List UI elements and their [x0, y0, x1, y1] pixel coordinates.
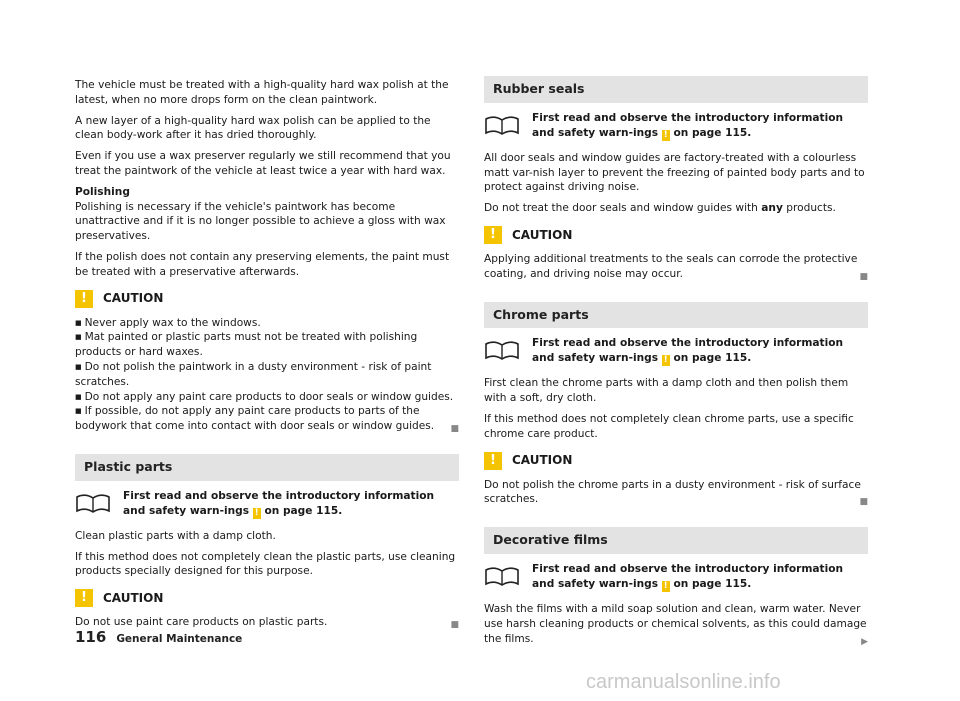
text-span: Do not treat the door seals and window guides with	[484, 202, 758, 215]
right-column	[484, 76, 868, 652]
text-span: products.	[786, 202, 836, 215]
end-mark-icon: ■	[859, 271, 868, 282]
left-column	[75, 78, 459, 636]
paragraph: All door seals and window guides are factory-treated with a colourless matt var-nish layer to prevent the freezing of painted body parts and to protect against driving noise.	[484, 151, 865, 194]
caution-label: CAUTION	[103, 590, 164, 605]
page-number: 116	[75, 628, 107, 646]
reference-note	[484, 336, 868, 366]
paragraph	[484, 201, 868, 216]
paragraph: If this method does not completely clean the plastic parts, use cleaning products specially designed for this purpose.	[75, 550, 456, 578]
caution-header	[484, 452, 868, 470]
caution-header	[75, 290, 459, 308]
paragraph-body: Wash the films with a mild soap solution and clean, warm water. Never use harsh cleaning products or chemical solvents, as this could damage the films.	[484, 602, 867, 645]
reference-text: First read and observe the introductory information and safety warn-ings	[123, 489, 435, 517]
list-item-text: If possible, do not apply any paint care products to parts of the bodywork that come into contact with door seals or window guides.	[75, 405, 435, 433]
warning-icon: !	[75, 290, 93, 308]
list-item: ■ Do not apply any paint care products to door seals or window guides.	[75, 390, 459, 405]
book-icon	[484, 338, 520, 362]
paragraph: The vehicle must be treated with a high-quality hard wax polish at the latest, when no more drops form on the clean paintwork.	[75, 79, 449, 106]
end-mark-icon: ■	[450, 620, 459, 631]
paragraph	[484, 602, 868, 646]
reference-page: on page 115.	[673, 352, 752, 365]
reference-page: on page 115.	[673, 126, 752, 139]
paragraph: Clean plastic parts with a damp cloth.	[75, 529, 276, 542]
paragraph: Even if you use a wax preserver regularly we still recommend that you treat the paintwork of the vehicle at least twice a year with hard wax.	[75, 150, 451, 177]
section-title-rubber: Rubber seals	[484, 76, 868, 103]
section-title-chrome: Chrome parts	[484, 302, 868, 329]
paragraph: If this method does not completely clean chrome parts, use a specific chrome care product.	[484, 412, 854, 440]
book-icon	[484, 113, 520, 137]
caution-body: Do not polish the chrome parts in a dusty environment - risk of surface scratches.	[484, 478, 861, 506]
paragraph: If the polish does not contain any preserving elements, the paint must be treated with a preservative afterwards.	[75, 250, 450, 278]
list-item	[75, 404, 459, 434]
reference-text: First read and observe the introductory information and safety warn-ings	[532, 337, 844, 365]
caution-text	[484, 252, 868, 282]
caution-header	[75, 589, 459, 607]
warning-icon: !	[75, 589, 93, 607]
caution-label: CAUTION	[103, 291, 164, 306]
reference-page: on page 115.	[673, 577, 752, 590]
caution-label: CAUTION	[512, 453, 573, 468]
paragraph: A new layer of a high-quality hard wax polish can be applied to the clean body-work after it has dried thoroughly.	[75, 114, 431, 142]
reference-note	[484, 111, 868, 141]
reference-text: First read and observe the introductory information and safety warn-ings	[532, 562, 844, 590]
reference-page: on page 115.	[264, 504, 343, 517]
warning-icon: !	[484, 226, 502, 244]
warning-icon: !	[663, 580, 668, 591]
continue-arrow-icon: ▶	[861, 636, 868, 647]
caution-header	[484, 226, 868, 244]
reference-text: First read and observe the introductory information and safety warn-ings	[532, 111, 844, 139]
caution-text	[484, 478, 868, 508]
bold-word: any	[761, 202, 783, 215]
list-item: ■ Do not polish the paintwork in a dusty environment - risk of paint scratches.	[75, 360, 459, 390]
book-icon	[484, 564, 520, 588]
paragraph: First clean the chrome parts with a damp cloth and then polish them with a soft, dry cloth.	[484, 377, 849, 405]
footer-section: General Maintenance	[116, 633, 243, 645]
section-title-plastic: Plastic parts	[75, 454, 459, 481]
list-item: ■ Mat painted or plastic parts must not be treated with polishing products or hard waxes.	[75, 330, 459, 360]
page-footer	[75, 628, 242, 646]
warning-icon: !	[663, 355, 668, 366]
caution-body: Do not use paint care products on plastic parts.	[75, 616, 328, 629]
book-icon	[75, 491, 111, 515]
caution-list	[75, 316, 459, 434]
watermark: carmanualsonline.info	[586, 671, 781, 693]
end-mark-icon: ■	[859, 497, 868, 508]
polishing-heading: Polishing	[75, 185, 130, 198]
list-item: ■ Never apply wax to the windows.	[75, 316, 459, 331]
warning-icon: !	[663, 129, 668, 140]
warning-icon: !	[254, 507, 259, 518]
reference-note	[75, 489, 459, 519]
end-mark-icon: ■	[450, 424, 459, 435]
caution-label: CAUTION	[512, 227, 573, 242]
reference-note	[484, 562, 868, 592]
caution-body: Applying additional treatments to the seals can corrode the protective coating, and driving noise may occur.	[484, 252, 858, 280]
paragraph: Polishing is necessary if the vehicle's paintwork has become unattractive and if it is no longer possible to achieve a gloss with wax preservatives.	[75, 200, 446, 243]
section-title-films: Decorative films	[484, 527, 868, 554]
warning-icon: !	[484, 452, 502, 470]
